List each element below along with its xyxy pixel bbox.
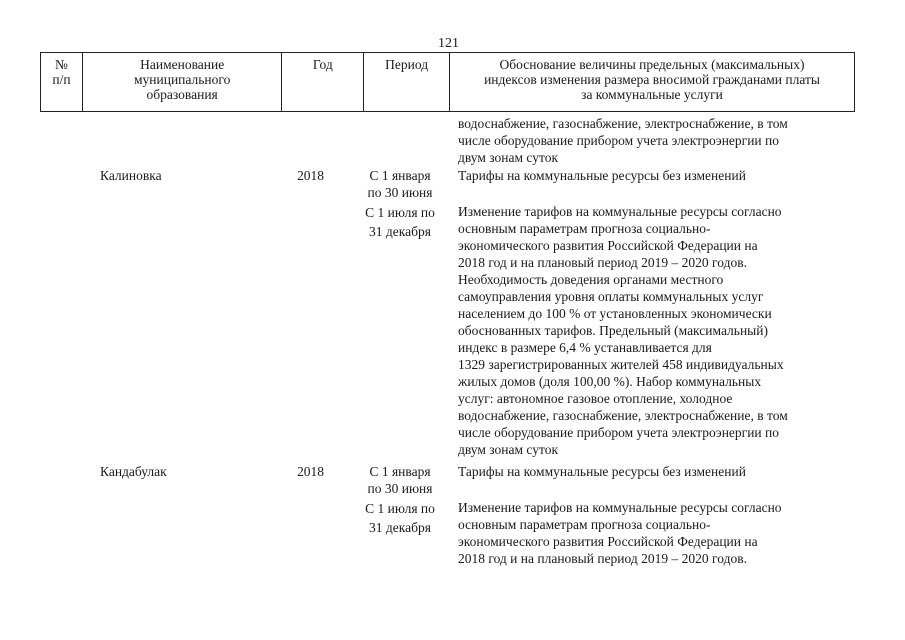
municipality-name: Кандабулак <box>100 464 167 479</box>
page-number: 121 <box>438 36 459 51</box>
table-header <box>40 52 855 112</box>
continuation-text: водоснабжение, газоснабжение, электроснабжение, в том числе оборудование прибором учета электроэнергии по двум зонам суток <box>458 116 788 165</box>
period-second-half: С 1 июля по 31 декабря <box>365 205 435 239</box>
period-second-half: С 1 июля по 31 декабря <box>365 501 435 535</box>
header-justification: Обоснование величины предельных (максимальных) индексов изменения размера вносимой гражданами платы за коммунальные услуги <box>484 57 820 102</box>
period-first-half: С 1 января по 30 июня <box>367 168 433 200</box>
justification-text: Изменение тарифов на коммунальные ресурсы согласно основным параметрам прогноза социально- экономического развития Российской Федерации на 2018 год и на плановый период 2019 – 2020 годов. <box>458 500 782 566</box>
header-municipality: Наименование муниципального образования <box>83 53 283 111</box>
justification-text: Изменение тарифов на коммунальные ресурсы согласно основным параметрам прогноза социально- экономического развития Российской Федерации на 2018 год и на плановый период 2019 – 2020 годов. Необходимость доведения органами местного самоуправления уровня оплаты коммунальных услуг населением до 100 % от установленных экономически обоснованных тарифов. Предельный (максимальный) индекс в размере 6,4 % устанавливается для 1329 зарегистрированных жителей 458 индивидуальных жилых домов (доля 100,00 %). Набор коммунальных услуг: автономное газовое отопление, холодное водоснабжение, газоснабжение, электроснабжение, в том числе оборудование прибором учета электроэнергии по двум зонам суток <box>458 204 788 457</box>
header-year: Год <box>282 53 364 111</box>
justification-no-change: Тарифы на коммунальные ресурсы без изменений <box>458 168 746 183</box>
year-value: 2018 <box>297 168 324 183</box>
justification-no-change: Тарифы на коммунальные ресурсы без изменений <box>458 464 746 479</box>
header-number: № п/п <box>41 53 83 111</box>
header-period: Период <box>364 53 450 111</box>
municipality-name: Калиновка <box>100 168 162 183</box>
period-first-half: С 1 января по 30 июня <box>367 464 433 496</box>
year-value: 2018 <box>297 464 324 479</box>
